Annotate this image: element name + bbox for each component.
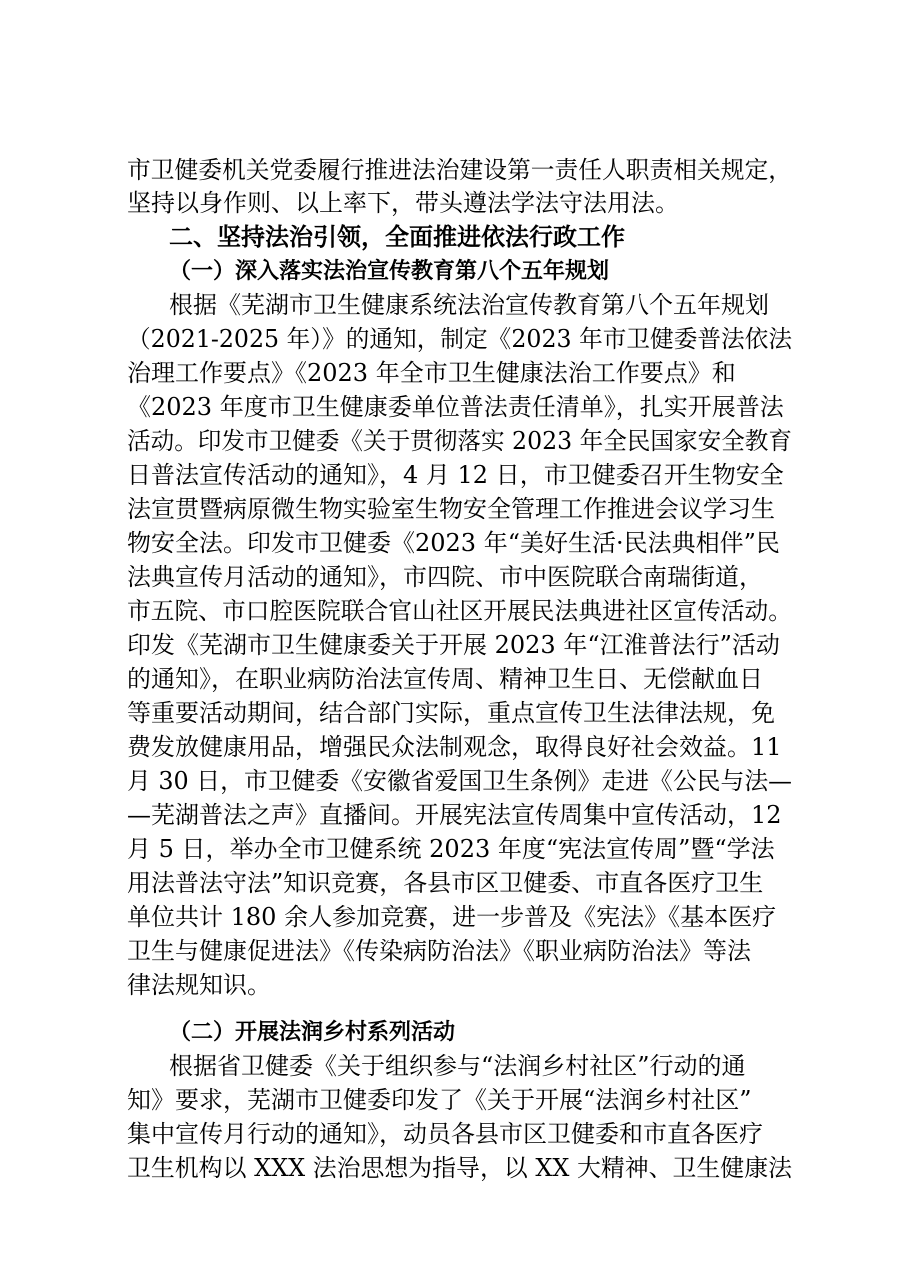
- body-text-line: 卫生机构以 XXX 法治思想为指导，以 XX 大精神、卫生健康法: [127, 1154, 792, 1182]
- body-text-line: 物安全法。印发市卫健委《2023 年“美好生活·民法典相伴”民: [127, 529, 780, 557]
- body-text-line: 印发《芜湖市卫生健康委关于开展 2023 年“江淮普法行”活动: [127, 631, 780, 659]
- subsection-heading: （一）深入落实法治宣传教育第八个五年规划: [169, 258, 610, 284]
- body-text-line: 法宣贯暨病原微生物实验室生物安全管理工作推进会议学习生: [127, 495, 775, 523]
- body-text-line: 月 30 日，市卫健委《安徽省爱国卫生条例》走进《公民与法—: [127, 767, 792, 795]
- body-text-line: 等重要活动期间，结合部门实际，重点宣传卫生法律法规，免: [127, 699, 775, 727]
- body-text-line: 集中宣传月行动的通知》，动员各县市区卫健委和市直各医疗: [127, 1120, 763, 1148]
- body-text-line: 市五院、市口腔医院联合官山社区开展民法典进社区宣传活动。: [127, 597, 792, 625]
- body-text-line: 日普法宣传活动的通知》，4 月 12 日，市卫健委召开生物安全: [127, 461, 784, 489]
- body-text-line: 用法普法守法”知识竞赛，各县市区卫健委、市直各医疗卫生: [127, 869, 764, 897]
- body-text-line: 卫生与健康促进法》《传染病防治法》《职业病防治法》等法: [127, 937, 751, 965]
- body-text-line: 知》要求，芜湖市卫健委印发了《关于开展“法润乡村社区”: [127, 1086, 752, 1114]
- body-text-line: 月 5 日，举办全市卫健系统 2023 年度“宪法宣传周”暨“学法: [127, 835, 775, 863]
- body-text-line: 的通知》，在职业病防治法宣传周、精神卫生日、无偿献血日: [127, 665, 763, 693]
- body-text-line: （2021-2025 年）》的通知，制定《2023 年市卫健委普法依法: [127, 325, 792, 353]
- body-text-line: 市卫健委机关党委履行推进法治建设第一责任人职责相关规定，: [127, 156, 792, 184]
- body-text-line: 单位共计 180 余人参加竞赛，进一步普及《宪法》《基本医疗: [127, 903, 777, 931]
- body-text-line: 《2023 年度市卫生健康委单位普法责任清单》，扎实开展普法: [127, 393, 784, 421]
- body-text-line: 费发放健康用品，增强民众法制观念，取得良好社会效益。11: [127, 733, 782, 761]
- body-text-line: —芜湖普法之声》直播间。开展宪法宣传周集中宣传活动，12: [127, 801, 782, 829]
- paragraph-first-line: 根据《芜湖市卫生健康系统法治宣传教育第八个五年规划: [169, 291, 769, 319]
- body-text-line: 治理工作要点》《2023 年全市卫生健康法治工作要点》和: [127, 359, 736, 387]
- subsection-heading: （二）开展法润乡村系列活动: [169, 1019, 456, 1045]
- body-text-line: 活动。印发市卫健委《关于贯彻落实 2023 年全民国家安全教育: [127, 427, 792, 455]
- body-text-line: 律法规知识。: [127, 971, 271, 999]
- body-text-line: 法典宣传月活动的通知》，市四院、市中医院联合南瑞街道，: [127, 563, 763, 591]
- paragraph-first-line: 根据省卫健委《关于组织参与“法润乡村社区”行动的通: [169, 1052, 746, 1080]
- body-text-line: 坚持以身作则、以上率下，带头遵法学法守法用法。: [127, 189, 679, 217]
- section-heading: 二、坚持法治引领，全面推进依法行政工作: [169, 223, 625, 251]
